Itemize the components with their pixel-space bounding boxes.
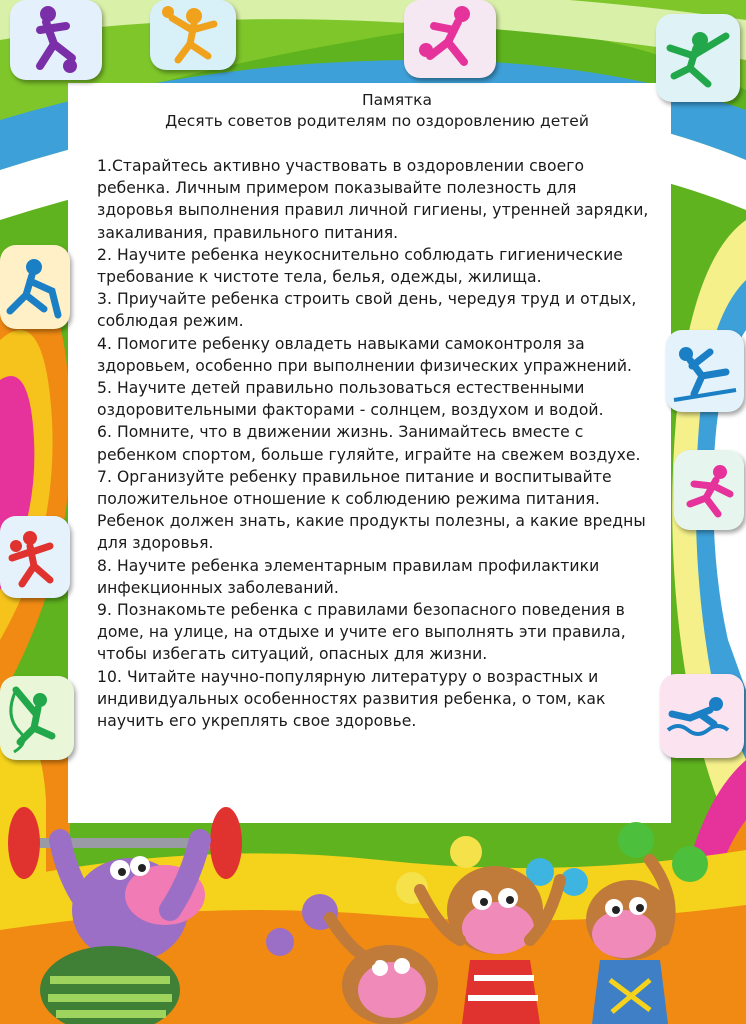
memo-document [97, 90, 657, 732]
gymnast-icon [656, 14, 740, 102]
memo-title: Памятка [361, 91, 433, 109]
runner-icon [674, 450, 744, 530]
football-player-icon [10, 0, 102, 80]
handball-player-icon [0, 516, 70, 598]
tip-item: 7. Организуйте ребенку правильное питание и воспитывайте положительное отношение к соблюдению режима питания. Ребенок должен знать, какие продукты полезны, а какие вредны для здоровья. [97, 467, 646, 553]
memo-header [97, 90, 657, 132]
tip-item: 4. Помогите ребенку овладеть навыками самоконтроля за здоровьем, особенно при выполнении физических упражнений. [97, 334, 633, 375]
hippo-weightlifter [8, 807, 242, 1024]
tip-item: 8. Научите ребенка элементарным правилам профилактики инфекционных заболеваний. [97, 556, 600, 597]
tips-list [97, 155, 657, 732]
skier-icon [666, 330, 744, 412]
monkey-with-dumbbells-left [266, 894, 438, 1024]
tip-item: 1.Старайтесь активно участвовать в оздоровлении своего ребенка. Личным примером показывайте полезность для здоровья выполнения правил личной гигиены, утренней зарядки, закаливания, правильного питания. [97, 157, 649, 242]
tip-item: 5. Научите детей правильно пользоваться естественными оздоровительными факторами - солнцем, воздухом и водой. [97, 379, 604, 420]
monkey-with-dumbbells-right [586, 822, 708, 1024]
tip-item: 2. Научите ребенка неукоснительно соблюдать гигиенические требование к чистоте тела, белья, одежды, жилища. [97, 245, 623, 287]
characters-illustration [0, 800, 746, 1024]
volleyball-player-icon [150, 0, 236, 70]
swimmer-icon [660, 674, 744, 758]
tip-item: 3. Приучайте ребенка строить свой день, чередуя труд и отдых, соблюдая режим. [97, 290, 637, 331]
ribbon-gymnast-icon [0, 676, 74, 760]
memo-subtitle: Десять советов родителям по оздоровлению детей [165, 112, 589, 130]
tip-item: 6. Помните, что в движении жизнь. Занимайтесь вместе с ребенком спортом, больше гуляйте, играйте на свежем воздухе. [97, 423, 641, 464]
hockey-player-icon [0, 245, 70, 329]
basketball-player-icon [404, 0, 496, 78]
tip-item: 9. Познакомьте ребенка с правилами безопасного поведения в доме, на улице, на отдыхе и учите его выполнять эти правила, чтобы избегать ситуаций, опасных для жизни. [97, 601, 626, 664]
tip-item: 10. Читайте научно-популярную литературу о возрастных и индивидуальных особенностях развития ребенка, о том, как научить его укреплять свое здоровье. [97, 667, 606, 731]
